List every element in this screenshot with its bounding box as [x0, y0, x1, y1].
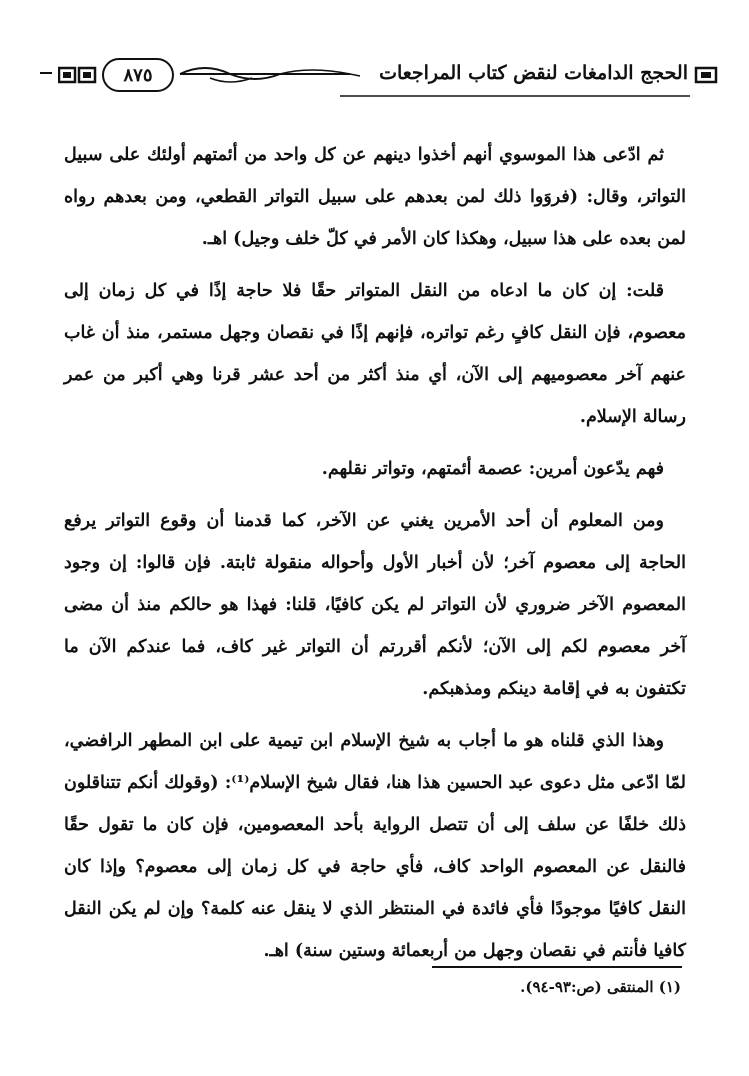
header-left-ornament-icon: [58, 65, 98, 85]
header-right-ornament-icon: [694, 65, 718, 85]
paragraph: ثم ادّعى هذا الموسوي أنهم أخذوا دينهم عن كل واحد من أئمتهم أولئك على سبيل التواتر، وقال: (فروَوا ذلك لمن بعدهم على سبيل التواتر القطعي، ومن بعدهم رواه لمن بعده على هذا سبيل، وهكذا كان الأمر في كلّ خلف وجيل) اهـ.: [64, 145, 686, 249]
paragraph: ومن المعلوم أن أحد الأمرين يغني عن الآخر، كما قدمنا أن وقوع التواتر يرفع الحاجة إلى معصوم آخر؛ لأن أخبار الأول وأحواله منقولة ثابتة. فإن قالوا: إن وجود المعصوم الآخر ضروري لأن التواتر لم يكن كافيًا، قلنا: فهذا هو حالكم منذ أن مضى آخر معصوم لكم إلى الآن؛ لأنكم أقررتم أن التواتر غير كاف، فما عندكم الآن ما تكتفون به في إقامة دينكم ومذهبكم.: [64, 511, 686, 699]
page-header: [30, 52, 720, 104]
paragraph: وهذا الذي قلناه هو ما أجاب به شيخ الإسلام ابن تيمية على ابن المطهر الرافضي، لمّا ادّعى مثل دعوى عبد الحسين هذا هنا، فقال شيخ الإسلام⁽¹⁾: (وقولك أنكم تتناقلون ذلك خلفًا عن سلف إلى أن تتصل الرواية بأحد المعصومين، فإن كان ما تقول حقًا فالنقل عن المعصوم الواحد كاف، فأي حاجة في كل زمان إلى معصوم؟ وإذا كان النقل كافيًا موجودًا فأي فائدة في المنتظر الذي لا ينقل عنه كلمة؟ وإن لم يكن النقل كافيا فأنتم في نقصان وجهل من أربعمائة وستين سنة) اهـ.: [64, 731, 686, 961]
main-text: [64, 134, 686, 982]
paragraph: قلت: إن كان ما ادعاه من النقل المتواتر حقًا فلا حاجة إذًا في كل زمان إلى معصوم، فإن النقل كافٍ رغم تواتره، فإنهم إذًا في نقصان وجهل مستمر، منذ أن غاب عنهم آخر معصوميهم إلى الآن، أي منذ أكثر من أحد عشر قرنا وهي أكبر من عمر رسالة الإسلام.: [64, 281, 686, 427]
header-dash: [40, 72, 52, 74]
footnote-divider: [432, 966, 682, 968]
footnote: (١) المنتقى (ص:٩٣-٩٤).: [520, 978, 681, 996]
page-number: ٨٧٥: [102, 58, 174, 92]
book-title: الحجج الدامغات لنقض كتاب المراجعات: [379, 62, 688, 84]
paragraph: فهم يدّعون أمرين: عصمة أئمتهم، وتواتر نقلهم.: [321, 459, 664, 479]
